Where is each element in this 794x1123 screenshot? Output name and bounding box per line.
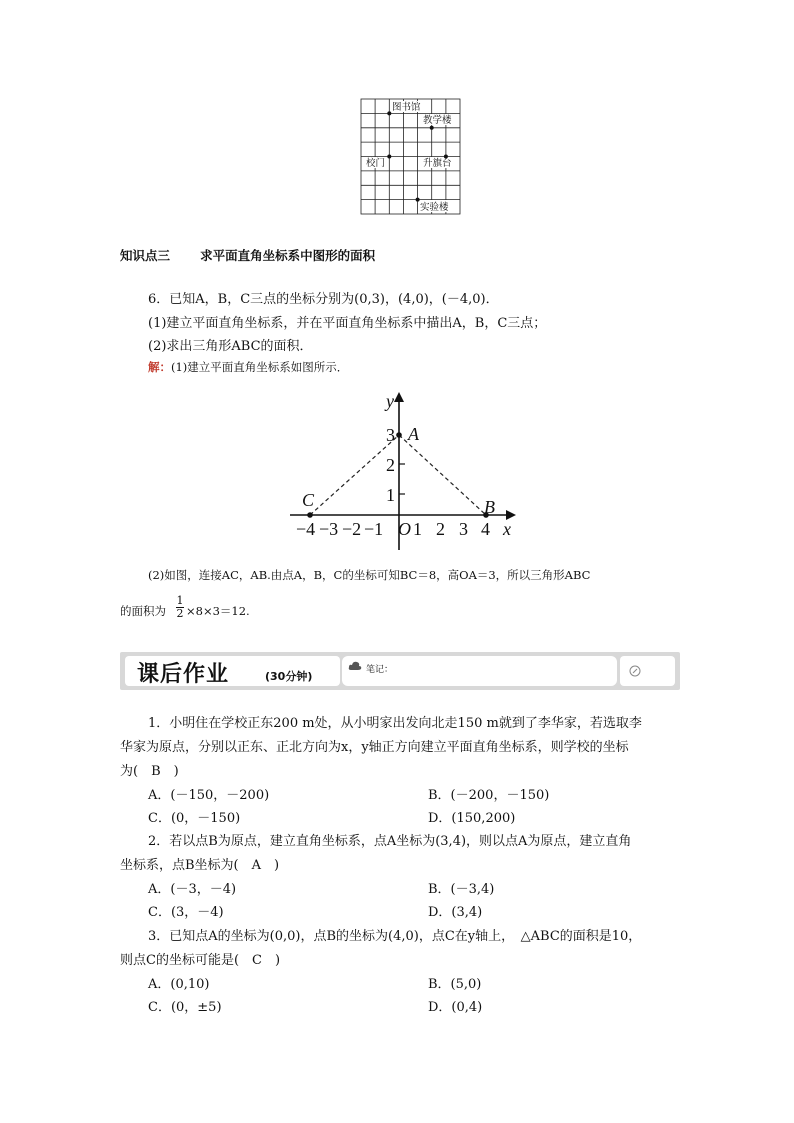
point-c-dot: [307, 512, 313, 518]
y-axis-arrow: [394, 392, 404, 402]
banner-title: 课后作业: [137, 662, 230, 687]
q3-option-d: D．(0,4): [428, 1000, 483, 1015]
q1-option-c: C．(0，－150): [148, 811, 241, 826]
sol2-post: ×8×3＝12.: [186, 604, 250, 618]
q3-option-c: C．(0，±5): [148, 1000, 222, 1015]
q2-line1: 2．若以点B为原点，建立直角坐标系，点A坐标为(3,4)，则以点A为原点，建立直角: [148, 834, 632, 849]
q2-option-b: B．(－3,4): [428, 882, 495, 897]
point-b-label: B: [484, 497, 495, 517]
section-title: 求平面直角坐标系中图形的面积: [200, 248, 376, 263]
sol2-pre: 的面积为: [120, 604, 166, 618]
x-axis-label: x: [503, 519, 511, 539]
q2-option-c: C．(3，－4): [148, 905, 224, 920]
banner-title-box: [125, 656, 340, 686]
q6-line1: 6．已知A，B，C三点的坐标分别为(0,3)，(4,0)，(－4,0)．: [148, 292, 499, 307]
y-tick-3: 3: [386, 425, 395, 445]
q1-option-a: A．(－150，－200): [148, 788, 270, 803]
q6-line2: (1)建立平面直角坐标系，并在平面直角坐标系中描出A，B，C三点；: [148, 316, 547, 331]
teaching-label: 教学楼: [423, 115, 452, 126]
point-c-label: C: [302, 490, 315, 510]
solution-text: (1)建立平面直角坐标系如图所示．: [171, 360, 349, 374]
q1-line2: 华家为原点，分别以正东、正北方向为x，y轴正方向建立平面直角坐标系，则学校的坐标: [120, 740, 629, 755]
library-label: 图书馆: [392, 102, 421, 113]
note-box[interactable]: [342, 656, 617, 686]
segment-ab: [399, 435, 486, 515]
q3-line1: 3．已知点A的坐标为(0,0)，点B的坐标为(4,0)，点C在y轴上， △ABC的面积是10，: [148, 929, 642, 944]
library-point: [387, 111, 391, 115]
solution-label: 解：: [148, 360, 171, 374]
lab-label: 实验楼: [420, 202, 449, 213]
q1-line3: 为( B ): [120, 764, 179, 779]
note-label: 笔记：: [366, 665, 394, 675]
y-tick-1: 1: [386, 485, 395, 505]
coordinate-figure: [290, 390, 520, 555]
fraction: [176, 595, 184, 620]
campus-grid-figure: [360, 98, 462, 216]
fraction-denominator: 2: [176, 607, 184, 620]
pencil-circle-icon: [629, 665, 641, 677]
gate-label: 校门: [366, 158, 386, 169]
point-a-dot: [396, 432, 402, 438]
origin-label: O: [398, 519, 411, 539]
lab-point: [416, 198, 420, 202]
y-tick-2: 2: [386, 455, 395, 475]
x-tick-3: 3: [459, 519, 468, 539]
q6-solution-line: [148, 359, 348, 375]
q2-option-d: D．(3,4): [428, 905, 483, 920]
point-a-label: A: [408, 424, 419, 444]
section-label: 知识点三: [120, 248, 171, 263]
q6-line3: (2)求出三角形ABC的面积．: [148, 339, 313, 354]
q2-option-a: A．(－3，－4): [148, 882, 237, 897]
y-axis-label: y: [386, 391, 394, 411]
banner-time: (30分钟): [265, 670, 313, 683]
q6-sol2-line1: (2)如图，连接AC，AB.由点A，B，C的坐标可知BC＝8，高OA＝3，所以三角形ABC: [148, 568, 591, 582]
q1-option-d: D．(150,200): [428, 811, 516, 826]
x-tick-neg1: −1: [364, 519, 384, 539]
cloud-icon: [348, 661, 362, 671]
flag-label: 升旗台: [423, 158, 452, 169]
x-tick-4: 4: [481, 519, 490, 539]
x-tick-1: 1: [413, 519, 422, 539]
x-tick-neg4: −4: [296, 519, 316, 539]
q3-option-b: B．(5,0): [428, 977, 482, 992]
x-tick-neg3: −3: [319, 519, 339, 539]
q1-option-b: B．(－200，－150): [428, 788, 550, 803]
section-heading: [120, 246, 375, 264]
x-tick-2: 2: [436, 519, 445, 539]
fraction-numerator: 1: [176, 594, 184, 607]
q1-line1: 1．小明住在学校正东200 m处，从小明家出发向北走150 m就到了李华家，若选取李: [148, 716, 642, 731]
q3-option-a: A．(0,10): [148, 977, 210, 992]
teaching-point: [430, 126, 434, 130]
q2-line2: 坐标系，点B坐标为( A ): [120, 858, 280, 873]
gate-point: [387, 155, 391, 159]
x-tick-neg2: −2: [342, 519, 362, 539]
q3-line2: 则点C的坐标可能是( C ): [120, 953, 281, 968]
homework-banner: [120, 652, 680, 690]
note-side-box: [620, 656, 675, 686]
